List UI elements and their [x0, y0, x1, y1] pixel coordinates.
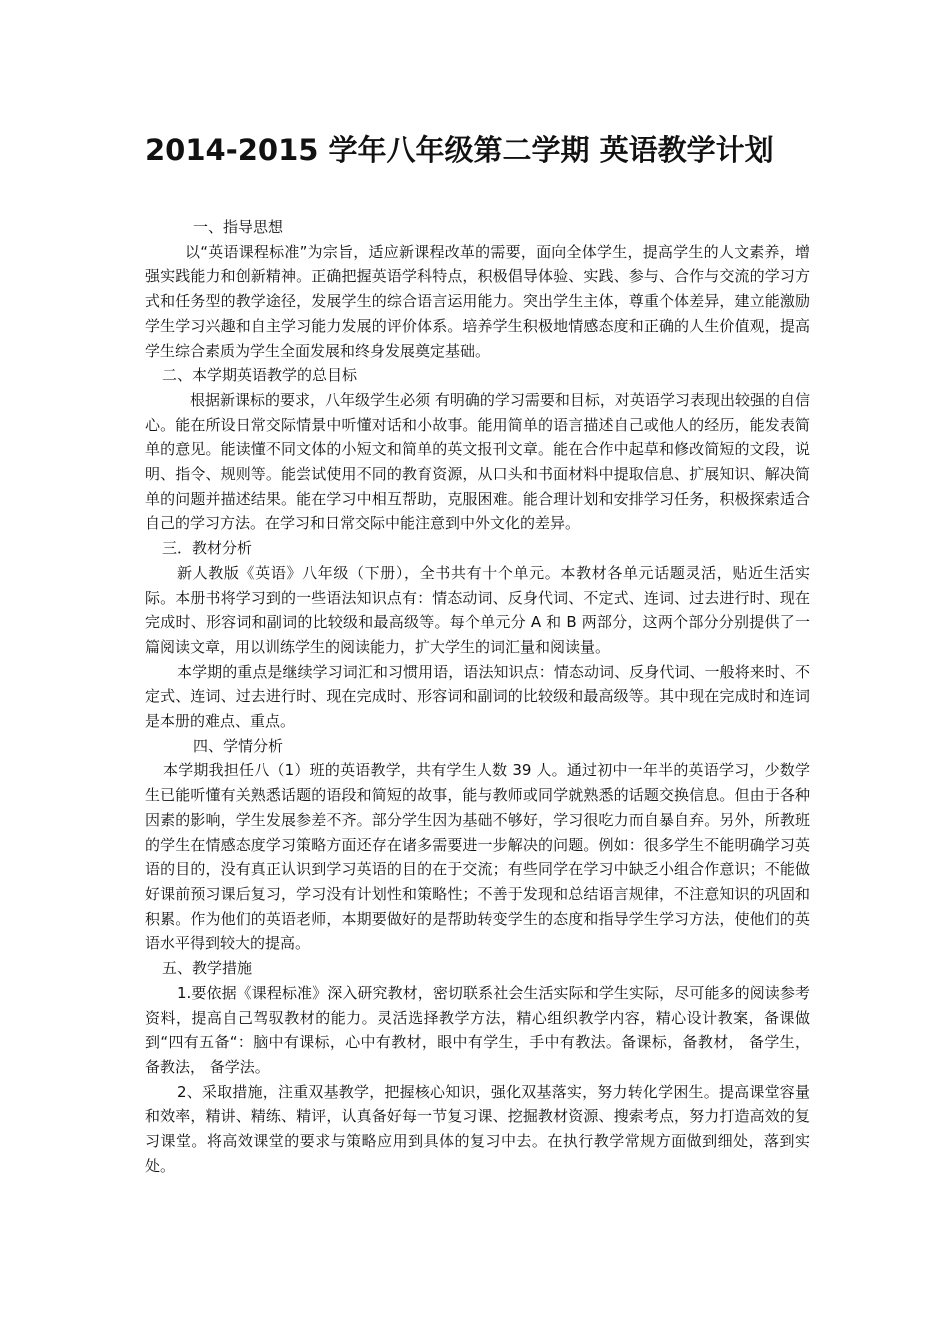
document-body	[145, 215, 810, 1178]
paragraph-teaching-measures-1: 1.要依据《课程标准》深入研究教材，密切联系社会生活实际和学生实际，尽可能多的阅读参考资料，提高自己驾驭教材的能力。灵活选择教学方法，精心组织教学内容，精心设计教案，备课做到“四有五备“：脑中有课标，心中有教材，眼中有学生，手中有教法。备课标，备教材， 备学生， 备教法， 备学法。	[145, 983, 810, 1076]
section-heading-teaching-measures: 五、教学措施	[162, 959, 253, 978]
paragraph-student-analysis: 本学期我担任八（1）班的英语教学，共有学生人数 39 人。通过初中一年半的英语学习，少数学生已能听懂有关熟悉话题的语段和简短的故事，能与教师或同学就熟悉的话题交换信息。但由于各种因素的影响，学生发展参差不齐。部分学生因为基础不够好，学习很吃力而自暴自弃。另外，所教班的学生在情感态度学习策略方面还存在诸多需要进一步解决的问题。例如：很多学生不能明确学习英语的目的，没有真正认识到学习英语的目的在于交流；有些同学在学习中缺乏小组合作意识；不能做好课前预习课后复习，学习没有计划性和策略性；不善于发现和总结语言规律，不注意知识的巩固和积累。作为他们的英语老师，本期要做好的是帮助转变学生的态度和指导学生学习方法，使他们的英语水平得到较大的提高。	[145, 761, 810, 953]
section-heading-student-analysis: 四、学情分析	[193, 736, 284, 755]
paragraph-overall-goals: 根据新课标的要求，八年级学生必须 有明确的学习需要和目标，对英语学习表现出较强的自信心。能在所设日常交际情景中听懂对话和小故事。能用简单的语言描述自己或他人的经历，能发表简单的意见。能读懂不同文体的小短文和简单的英文报刊文章。能在合作中起草和修改简短的文段，说明、指令、规则等。能尝试使用不同的教育资源，从口头和书面材料中提取信息、扩展知识、解决简单的问题并描述结果。能在学习中相互帮助，克服困难。能合理计划和安排学习任务，积极探索适合自己的学习方法。在学习和日常交际中能注意到中外文化的差异。	[145, 390, 810, 533]
section-heading-overall-goals: 二、本学期英语教学的总目标	[162, 366, 358, 385]
paragraph-teaching-measures-2: 2、采取措施，注重双基教学，把握核心知识，强化双基落实，努力转化学困生。提高课堂容量和效率，精讲、精练、精评，认真备好每一节复习课、挖掘教材资源、搜索考点，努力打造高效的复习课堂。将高效课堂的要求与策略应用到具体的复习中去。在执行教学常规方面做到细处，落到实处。	[145, 1082, 810, 1175]
paragraph-textbook-analysis-1: 新人教版《英语》八年级（下册），全书共有十个单元。本教材各单元话题灵活，贴近生活实际。本册书将学习到的一些语法知识点有：情态动词、反身代词、不定式、连词、过去进行时、现在完成时、形容词和副词的比较级和最高级等。每个单元分 A 和 B 两部分，这两个部分分别提供了一篇阅读文章，用以训练学生的阅读能力，扩大学生的词汇量和阅读量。	[145, 563, 810, 656]
document-title: 2014-2015 学年八年级第二学期 英语教学计划	[145, 133, 774, 167]
paragraph-guiding-ideology: 以“英语课程标准”为宗旨，适应新课程改革的需要，面向全体学生，提高学生的人文素养，增强实践能力和创新精神。正确把握英语学科特点，积极倡导体验、实践、参与、合作与交流的学习方式和任务型的教学途径，发展学生的综合语言运用能力。突出学生主体，尊重个体差异，建立能激励学生学习兴趣和自主学习能力发展的评价体系。培养学生积极地情感态度和正确的人生价值观，提高学生综合素质为学生全面发展和终身发展奠定基础。	[145, 242, 810, 360]
paragraph-textbook-analysis-2: 本学期的重点是继续学习词汇和习惯用语，语法知识点：情态动词、反身代词、一般将来时、不定式、连词、过去进行时、现在完成时、形容词和副词的比较级和最高级等。其中现在完成时和连词是本册的难点、重点。	[145, 662, 810, 731]
section-heading-textbook-analysis: 三．教材分析	[162, 539, 253, 558]
section-heading-guiding-ideology: 一、指导思想	[193, 218, 284, 236]
